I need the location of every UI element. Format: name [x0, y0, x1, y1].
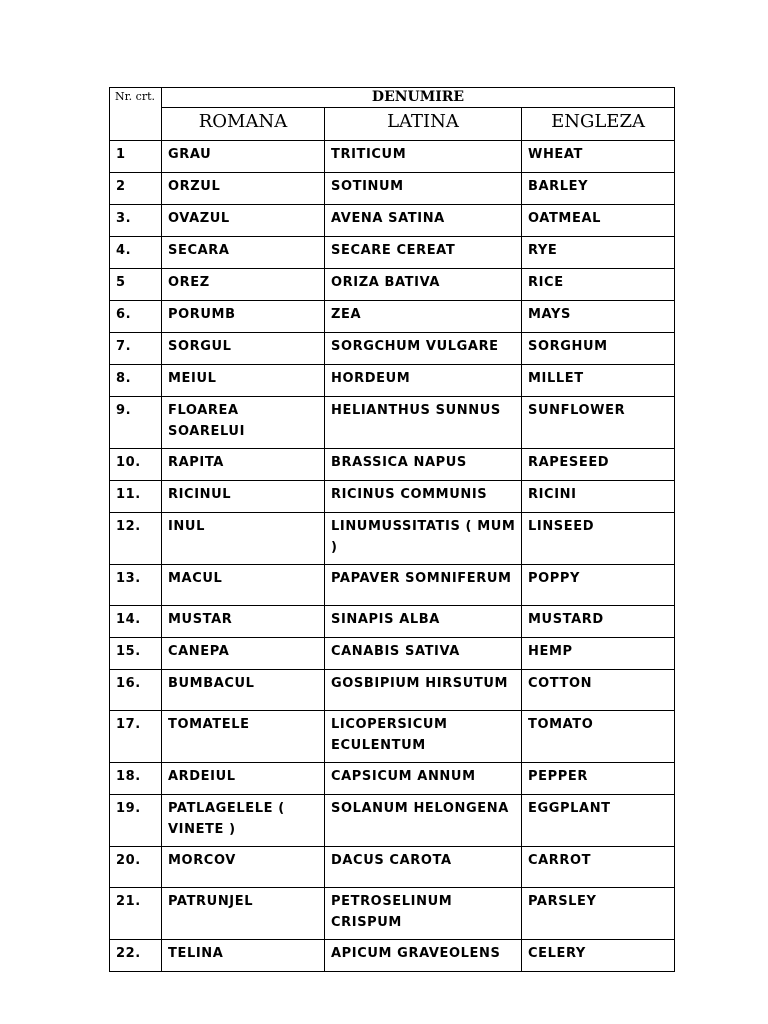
- name-romana: RICINUL: [162, 481, 325, 513]
- table-row: [110, 481, 675, 513]
- name-romana: CANEPA: [162, 638, 325, 670]
- row-number: 12.: [110, 513, 162, 565]
- name-latina: SOLANUM HELONGENA: [325, 795, 522, 847]
- table-row: [110, 205, 675, 237]
- row-number: 21.: [110, 888, 162, 940]
- name-romana: MEIUL: [162, 365, 325, 397]
- table-row: [110, 606, 675, 638]
- name-latina: SORGCHUM VULGARE: [325, 333, 522, 365]
- name-latina: CAPSICUM ANNUM: [325, 763, 522, 795]
- name-latina: PAPAVER SOMNIFERUM: [325, 565, 522, 606]
- name-latina: APICUM GRAVEOLENS: [325, 940, 522, 972]
- name-romana: RAPITA: [162, 449, 325, 481]
- header-latina: LATINA: [325, 108, 522, 141]
- name-latina: ZEA: [325, 301, 522, 333]
- name-romana: TELINA: [162, 940, 325, 972]
- table-row: [110, 173, 675, 205]
- row-number: 6.: [110, 301, 162, 333]
- name-engleza: RICE: [522, 269, 675, 301]
- name-engleza: COTTON: [522, 670, 675, 711]
- name-romana: OREZ: [162, 269, 325, 301]
- name-latina: LINUMUSSITATIS ( MUM ): [325, 513, 522, 565]
- row-number: 4.: [110, 237, 162, 269]
- name-latina: AVENA SATINA: [325, 205, 522, 237]
- plant-names-table: [109, 87, 675, 972]
- table-row: [110, 847, 675, 888]
- row-number: 15.: [110, 638, 162, 670]
- name-engleza: MILLET: [522, 365, 675, 397]
- name-engleza: EGGPLANT: [522, 795, 675, 847]
- table-row: [110, 940, 675, 972]
- name-romana: INUL: [162, 513, 325, 565]
- name-romana: OVAZUL: [162, 205, 325, 237]
- name-engleza: BARLEY: [522, 173, 675, 205]
- name-romana: PATRUNJEL: [162, 888, 325, 940]
- name-romana: SECARA: [162, 237, 325, 269]
- name-latina: SINAPIS ALBA: [325, 606, 522, 638]
- name-engleza: PEPPER: [522, 763, 675, 795]
- table-body: [110, 141, 675, 972]
- name-latina: DACUS CAROTA: [325, 847, 522, 888]
- row-number: 11.: [110, 481, 162, 513]
- row-number: 9.: [110, 397, 162, 449]
- name-romana: ORZUL: [162, 173, 325, 205]
- header-romana: ROMANA: [162, 108, 325, 141]
- name-latina: SOTINUM: [325, 173, 522, 205]
- row-number: 22.: [110, 940, 162, 972]
- table-row: [110, 795, 675, 847]
- name-engleza: PARSLEY: [522, 888, 675, 940]
- name-latina: HORDEUM: [325, 365, 522, 397]
- name-engleza: OATMEAL: [522, 205, 675, 237]
- name-engleza: RAPESEED: [522, 449, 675, 481]
- name-engleza: SORGHUM: [522, 333, 675, 365]
- name-engleza: CELERY: [522, 940, 675, 972]
- name-romana: GRAU: [162, 141, 325, 173]
- name-engleza: MUSTARD: [522, 606, 675, 638]
- header-denumire: DENUMIRE: [162, 88, 675, 108]
- table-row: [110, 888, 675, 940]
- name-engleza: HEMP: [522, 638, 675, 670]
- table-row: [110, 365, 675, 397]
- name-latina: BRASSICA NAPUS: [325, 449, 522, 481]
- row-number: 18.: [110, 763, 162, 795]
- row-number: 1: [110, 141, 162, 173]
- row-number: 17.: [110, 711, 162, 763]
- name-romana: PORUMB: [162, 301, 325, 333]
- name-romana: MUSTAR: [162, 606, 325, 638]
- name-engleza: MAYS: [522, 301, 675, 333]
- table-row: [110, 237, 675, 269]
- table-row: [110, 711, 675, 763]
- row-number: 16.: [110, 670, 162, 711]
- name-latina: CANABIS SATIVA: [325, 638, 522, 670]
- name-engleza: TOMATO: [522, 711, 675, 763]
- table-row: [110, 565, 675, 606]
- table-row: [110, 513, 675, 565]
- name-romana: SORGUL: [162, 333, 325, 365]
- table-row: [110, 449, 675, 481]
- name-engleza: POPPY: [522, 565, 675, 606]
- row-number: 7.: [110, 333, 162, 365]
- table-row: [110, 397, 675, 449]
- row-number: 14.: [110, 606, 162, 638]
- table-row: [110, 269, 675, 301]
- name-engleza: CARROT: [522, 847, 675, 888]
- name-latina: SECARE CEREAT: [325, 237, 522, 269]
- name-engleza: SUNFLOWER: [522, 397, 675, 449]
- name-latina: HELIANTHUS SUNNUS: [325, 397, 522, 449]
- table-row: [110, 670, 675, 711]
- name-engleza: WHEAT: [522, 141, 675, 173]
- name-engleza: RICINI: [522, 481, 675, 513]
- row-number: 5: [110, 269, 162, 301]
- header-nr-crt: Nr. crt.: [110, 88, 162, 141]
- name-latina: TRITICUM: [325, 141, 522, 173]
- header-engleza: ENGLEZA: [522, 108, 675, 141]
- row-number: 3.: [110, 205, 162, 237]
- row-number: 19.: [110, 795, 162, 847]
- name-romana: BUMBACUL: [162, 670, 325, 711]
- name-latina: LICOPERSICUM ECULENTUM: [325, 711, 522, 763]
- name-engleza: LINSEED: [522, 513, 675, 565]
- row-number: 2: [110, 173, 162, 205]
- name-latina: RICINUS COMMUNIS: [325, 481, 522, 513]
- table-row: [110, 141, 675, 173]
- name-engleza: RYE: [522, 237, 675, 269]
- table-row: [110, 333, 675, 365]
- name-latina: PETROSELINUM CRISPUM: [325, 888, 522, 940]
- row-number: 8.: [110, 365, 162, 397]
- name-romana: ARDEIUL: [162, 763, 325, 795]
- name-romana: PATLAGELELE ( VINETE ): [162, 795, 325, 847]
- name-romana: TOMATELE: [162, 711, 325, 763]
- name-latina: ORIZA BATIVA: [325, 269, 522, 301]
- name-romana: FLOAREA SOARELUI: [162, 397, 325, 449]
- name-latina: GOSBIPIUM HIRSUTUM: [325, 670, 522, 711]
- row-number: 10.: [110, 449, 162, 481]
- table-row: [110, 301, 675, 333]
- table-row: [110, 638, 675, 670]
- table-row: [110, 763, 675, 795]
- name-romana: MORCOV: [162, 847, 325, 888]
- name-romana: MACUL: [162, 565, 325, 606]
- row-number: 13.: [110, 565, 162, 606]
- row-number: 20.: [110, 847, 162, 888]
